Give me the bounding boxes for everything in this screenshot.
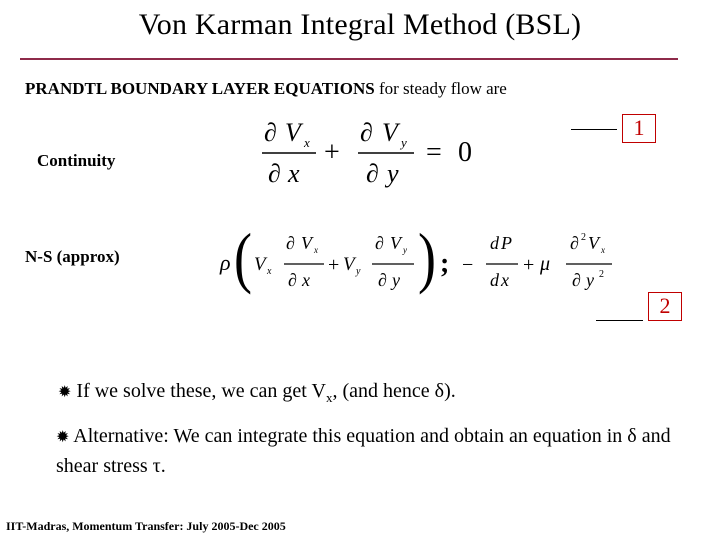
eq2-minus: − — [462, 254, 474, 276]
navier-stokes-equation — [218, 221, 628, 299]
eq2-sq: 2 — [581, 232, 586, 243]
bullet-text: and shear stress — [56, 425, 671, 477]
intro-text — [25, 79, 507, 99]
eq1-plus: + — [324, 137, 340, 168]
eq2-x: x — [302, 270, 310, 290]
eq2-sub-x: x — [267, 266, 272, 277]
eq2-y: y — [586, 270, 594, 290]
eq2-sub-y: y — [403, 245, 407, 255]
eq2-leader-line — [596, 320, 643, 321]
intro-rest: for steady flow are — [374, 79, 507, 98]
eq1-V: V — [382, 118, 398, 147]
tau-symbol: τ — [152, 455, 161, 477]
page-title: Von Karman Integral Method (BSL) — [138, 8, 582, 41]
eq2-d: d — [490, 233, 499, 253]
eq2-partial: ∂ — [572, 270, 581, 290]
eq2-x: x — [501, 270, 509, 290]
eq2-rho: ρ — [220, 250, 231, 275]
intro-bold: PRANDTL BOUNDARY LAYER EQUATIONS — [25, 79, 375, 98]
eq1-y: y — [387, 159, 399, 188]
eq2-mu: μ — [540, 253, 551, 275]
eq2-sub-x: x — [601, 245, 605, 255]
eq1-V: V — [285, 118, 301, 147]
eq2-partial: ∂ — [288, 270, 297, 290]
eq2-d: d — [490, 270, 499, 290]
eq1-zero: 0 — [458, 137, 472, 168]
eq1-leader-line — [571, 129, 617, 130]
eq2-V: V — [254, 254, 266, 275]
eq2-V: V — [390, 233, 401, 253]
equation-number-1: 1 — [622, 114, 656, 143]
eq2-V: V — [301, 233, 312, 253]
eq2-semicolon: ; — [440, 248, 450, 279]
eq2-plus: + — [328, 254, 340, 276]
footer-text: IIT-Madras, Momentum Transfer: July 2005-Dec 2005 — [6, 519, 286, 533]
eq2-P: P — [501, 233, 512, 253]
delta-symbol: δ — [627, 425, 637, 447]
eq1-partial: ∂ — [268, 159, 281, 188]
eq1-equals: = — [426, 137, 442, 168]
equation-number-2: 2 — [648, 292, 682, 321]
eq2-partial: ∂ — [570, 233, 579, 253]
bullet-item-2 — [56, 422, 676, 481]
ns-label: N-S (approx) — [25, 247, 120, 266]
eq2-partial: ∂ — [378, 270, 387, 290]
eq1-sub-x: x — [304, 135, 310, 150]
sun-bullet-icon: ✹ — [58, 384, 72, 401]
eq2-sq: 2 — [599, 269, 604, 280]
eq2-V: V — [588, 233, 599, 253]
sun-bullet-icon: ✹ — [56, 429, 70, 446]
eq1-partial: ∂ — [264, 118, 277, 147]
continuity-equation — [258, 110, 498, 192]
eq1-x: x — [288, 159, 300, 188]
eq2-sub-y: y — [356, 266, 361, 277]
bullet-item-1 — [58, 377, 456, 412]
title-divider — [20, 58, 678, 60]
bullet-text: . — [160, 455, 166, 477]
eq1-sub-y: y — [401, 135, 407, 150]
eq2-partial: ∂ — [286, 233, 295, 253]
eq2-rparen: ) — [418, 221, 436, 296]
eq2-partial: ∂ — [375, 233, 384, 253]
bullet-text: ). — [444, 380, 456, 402]
bullet-text: , (and hence — [332, 380, 435, 402]
eq2-sub-x: x — [314, 245, 318, 255]
eq1-partial: ∂ — [366, 159, 379, 188]
continuity-label: Continuity — [37, 151, 116, 170]
eq2-plus: + — [523, 254, 535, 276]
eq2-y: y — [392, 270, 400, 290]
bullet-text: Alternative: We can integrate this equation and obtain an equation in — [69, 425, 628, 447]
eq1-partial: ∂ — [360, 118, 373, 147]
eq2-lparen: ( — [234, 221, 252, 296]
delta-symbol: δ — [434, 380, 445, 402]
bullet-text: If we solve these, we can get V — [71, 380, 326, 402]
bullet-subscript: x — [325, 390, 333, 405]
eq2-V: V — [343, 254, 355, 275]
